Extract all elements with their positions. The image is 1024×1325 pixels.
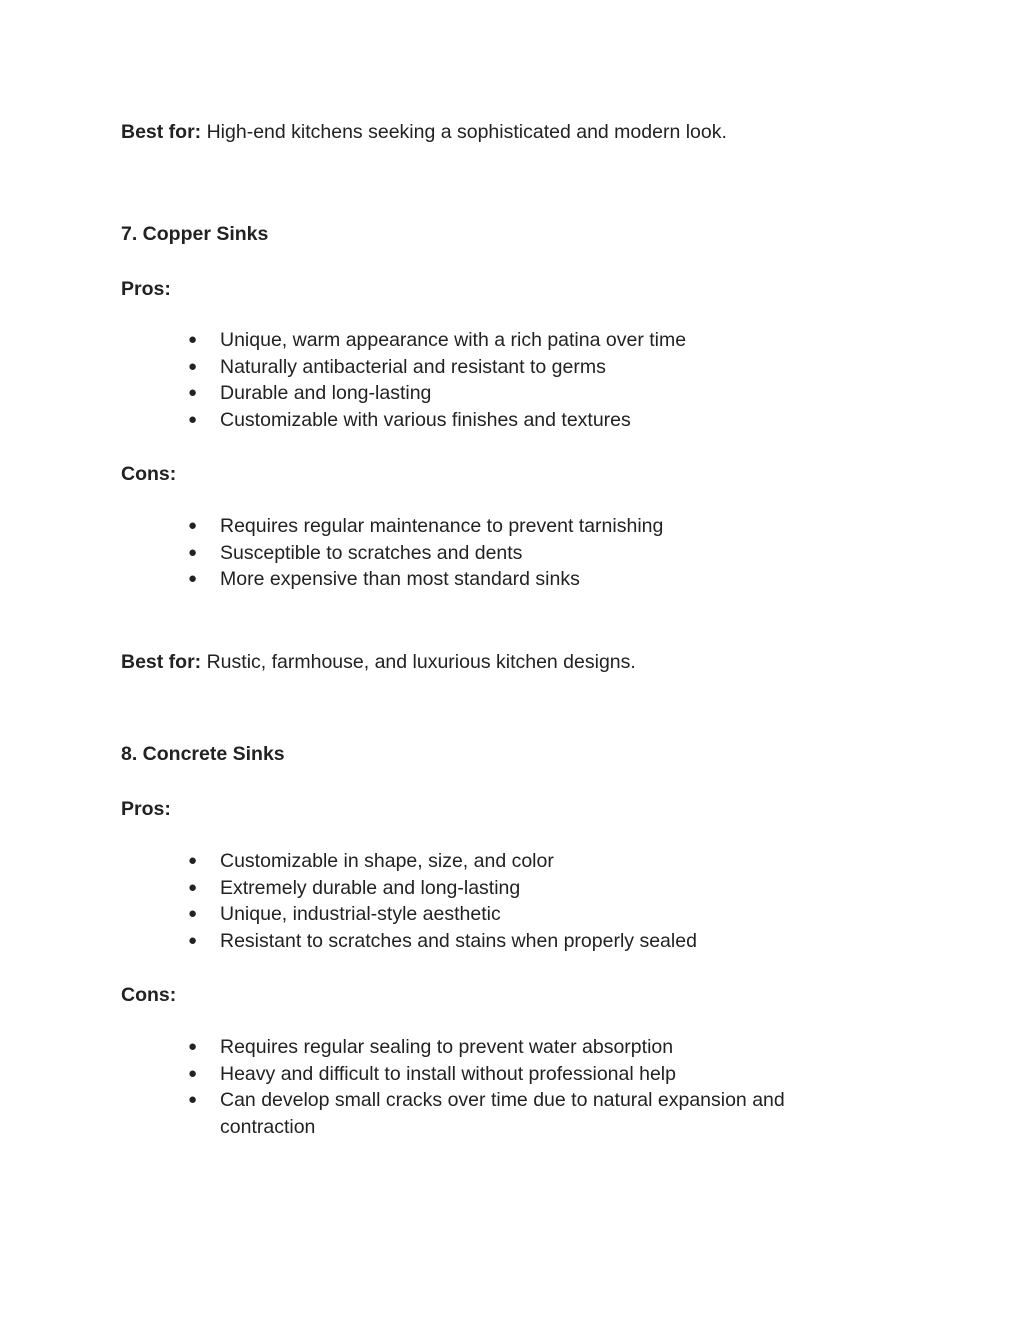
bullet-icon: ● [188,384,198,401]
best-for-line [121,119,727,146]
list-item-text: Naturally antibacterial and resistant to germs [220,355,606,378]
bullet-icon: ● [188,1064,198,1082]
bullet-icon: ● [188,905,198,922]
list-item-text: Customizable in shape, size, and color [220,850,554,872]
best-for-label: Best for: [121,121,202,143]
best-for-line-copper [121,649,636,676]
list-item-text: Extremely durable and long-lasting [220,876,521,899]
cons-label-copper: Cons: [121,463,177,485]
list-item [121,354,821,381]
bullet-icon: ● [188,517,198,534]
list-item-text: Can develop small cracks over time due to natural expansion and contraction [220,1089,785,1138]
list-item [121,1034,841,1061]
list-item-text: More expensive than most standard sinks [220,568,580,590]
bullet-icon: ● [188,852,198,869]
cons-list-concrete [121,1034,841,1140]
pros-label-concrete: Pros: [121,798,171,820]
pros-list-concrete [121,848,821,954]
list-item [121,928,821,955]
list-item [121,540,821,567]
section-heading-copper: 7. Copper Sinks [121,223,269,245]
pros-label-copper: Pros: [121,278,171,300]
list-item [121,901,821,928]
cons-label-concrete: Cons: [121,984,177,1006]
list-item-text: Durable and long-lasting [220,382,432,404]
best-for-text: High-end kitchens seeking a sophisticated and modern look. [206,121,727,143]
section-heading-concrete: 8. Concrete Sinks [121,743,285,765]
pros-list-copper [121,327,821,433]
list-item [121,848,821,875]
bullet-icon: ● [188,570,198,587]
best-for-label: Best for: [121,651,202,673]
list-item [121,513,821,540]
list-item-text: Susceptible to scratches and dents [220,541,523,564]
bullet-icon: ● [188,1091,198,1108]
list-item-text: Resistant to scratches and stains when properly sealed [220,929,697,952]
list-item-text: Requires regular sealing to prevent water absorption [220,1036,674,1058]
list-item [121,1087,841,1140]
bullet-icon: ● [188,1038,198,1055]
list-item-text: Customizable with various finishes and textures [220,408,631,431]
bullet-icon: ● [188,410,198,428]
bullet-icon: ● [188,543,198,561]
bullet-icon: ● [188,878,198,896]
list-item [121,875,821,902]
bullet-icon: ● [188,357,198,375]
list-item [121,327,821,354]
bullet-icon: ● [188,331,198,348]
bullet-icon: ● [188,931,198,949]
list-item-text: Requires regular maintenance to prevent tarnishing [220,515,664,537]
list-item [121,380,821,407]
list-item-text: Heavy and difficult to install without professional help [220,1062,676,1085]
cons-list-copper [121,513,821,593]
list-item-text: Unique, warm appearance with a rich patina over time [220,329,687,351]
list-item-text: Unique, industrial-style aesthetic [220,903,501,925]
list-item [121,407,821,434]
best-for-text: Rustic, farmhouse, and luxurious kitchen designs. [206,651,636,673]
list-item [121,566,821,593]
list-item [121,1061,841,1088]
